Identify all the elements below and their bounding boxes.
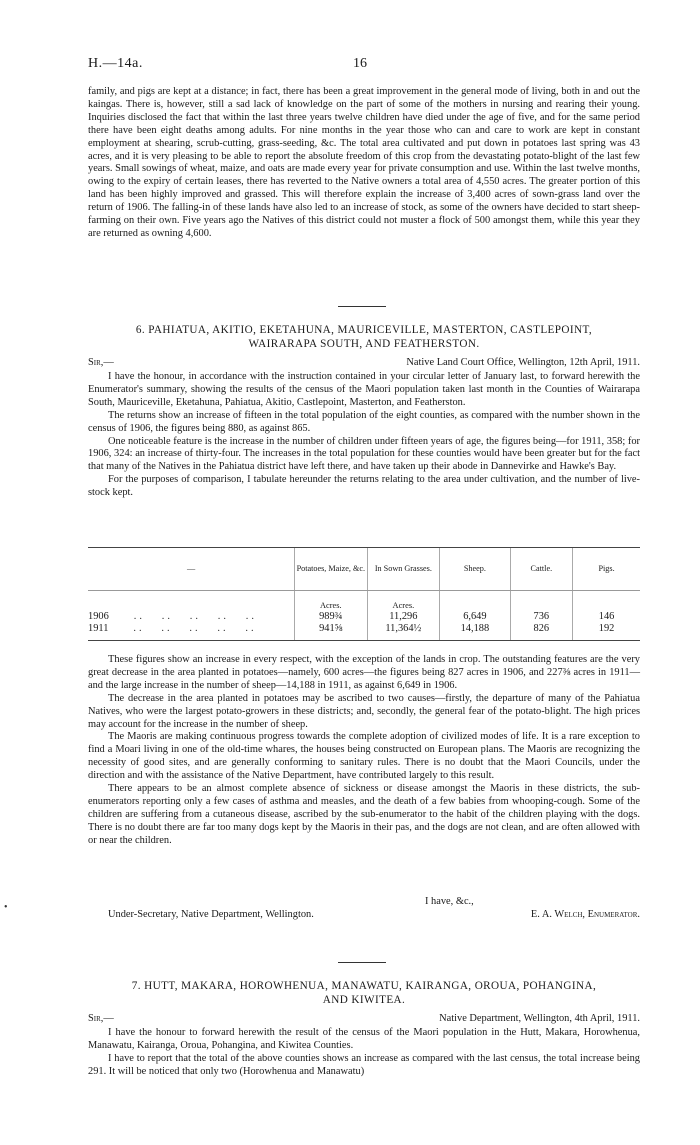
section-7-body bbox=[88, 1027, 640, 1079]
section-7-title-line-1: 7. HUTT, MAKARA, HOROWHENUA, MANAWATU, KAIRANGA, OROUA, POHANGINA, bbox=[131, 980, 597, 992]
table-header-grasses: In Sown Grasses. bbox=[367, 548, 440, 591]
cell-sheep: 6,649 bbox=[440, 611, 510, 623]
section-6-body bbox=[88, 371, 640, 500]
page-number: 16 bbox=[353, 56, 367, 71]
table-units-row bbox=[88, 591, 640, 612]
row-year: 1911 bbox=[88, 622, 109, 634]
table-header-cattle: Cattle. bbox=[510, 548, 573, 591]
unit-potatoes: Acres. bbox=[295, 591, 367, 612]
table-header-pigs: Pigs. bbox=[573, 548, 640, 591]
section-7-title-line-2: AND KIWITEA. bbox=[322, 994, 406, 1006]
sender-address: Native Land Court Office, Wellington, 12th April, 1911. bbox=[406, 357, 640, 368]
salutation: Sir,— bbox=[88, 1013, 114, 1024]
section-6-salutation-line bbox=[88, 357, 640, 370]
section-6-title-line-1: 6. PAHIATUA, AKITIO, EKETAHUNA, MAURICEVILLE, MASTERTON, CASTLEPOINT, bbox=[135, 324, 593, 336]
cell-pigs: 146 bbox=[573, 611, 640, 623]
cell-pigs: 192 bbox=[573, 623, 640, 641]
body-paragraph: The decrease in the area planted in potatoes may be ascribed to two causes—firstly, the departure of many of the Pahiatua Natives, who were the largest potato-growers in these districts; and, secondly, the general fear of the potato-blight. The high prices may account for the increase in the number of sheep. bbox=[88, 692, 640, 730]
intro-paragraph-block bbox=[88, 86, 640, 241]
body-paragraph: The returns show an increase of fifteen in the total population of the eight counties, as compared with the number shown in the census of 1906, the figures being 880, as against 865. bbox=[88, 409, 640, 434]
body-paragraph: For the purposes of comparison, I tabulate hereunder the returns relating to the area under cultivation, and the number of live-stock kept. bbox=[88, 474, 640, 499]
page-header bbox=[88, 56, 640, 72]
section-6-title bbox=[88, 323, 640, 351]
body-paragraph: These figures show an increase in every respect, with the exception of the lands in crop. The outstanding features are the very great decrease in the area planted in potatoes—namely, 600 acres—the figures being 827 acres in 1906, and 227⅜ acres in 1911—and the large increase in the number of sheep—14,188 in 1911, as against 6,649 in 1906. bbox=[88, 654, 640, 691]
cell-potatoes: 989¾ bbox=[295, 611, 367, 623]
sender-address: Native Department, Wellington, 4th April, 1911. bbox=[439, 1013, 640, 1024]
row-year: 1906 bbox=[88, 611, 109, 622]
section-6-title-line-2: WAIRARAPA SOUTH, AND FEATHERSTON. bbox=[248, 338, 480, 350]
body-paragraph: I have the honour to forward herewith the result of the census of the Maori population in the Hutt, Makara, Horowhenua, Manawatu, Kairanga, Oroua, Pohangina, and Kiwitea Counties. bbox=[88, 1027, 640, 1051]
table-row: 1911 .. .. .. .. .. 941⅝ 11,364½ 14,188 826 192 bbox=[88, 623, 640, 641]
body-paragraph: The Maoris are making continuous progress towards the complete adoption of civilized modes of life. It is a rare exception to find a Moari living in one of the old-time whares, the houses being constructed on European plans. The Maoris are recognizing the necessity of good sites, and are generally conforming to sanitary rules. There is no doubt that the Maori Councils, under the direction and with the assistance of the Native Department, have contributed largely to this result. bbox=[88, 731, 640, 782]
cultivation-livestock-table bbox=[88, 547, 640, 641]
section-7-salutation-line bbox=[88, 1013, 640, 1026]
cell-cattle: 826 bbox=[510, 623, 573, 641]
document-reference: H.—14a. bbox=[88, 56, 143, 71]
body-paragraph: I have to report that the total of the above counties shows an increase as compared with the last census, the total increase being 291. It will be noticed that only two (Horowhenua and Manawatu) bbox=[88, 1052, 640, 1077]
table-header-blank: — bbox=[88, 548, 295, 591]
table-header-potatoes: Potatoes, Maize, &c. bbox=[295, 548, 367, 591]
section-6-body-continued bbox=[88, 654, 640, 848]
section-divider bbox=[338, 962, 386, 963]
cell-cattle: 736 bbox=[510, 611, 573, 623]
addressee: Under-Secretary, Native Department, Wellington. bbox=[108, 909, 314, 920]
body-paragraph: One noticeable feature is the increase in the number of children under fifteen years of age, the figures being—for 1911, 358; for 1906, 324: an increase of thirty-four. The increases in the total population for these counties would have been greater but for the fact that many of the Natives in the Pahiatua district have left there, and have taken up their abode in Dannevirke and Hawke's Bay. bbox=[88, 435, 640, 473]
body-paragraph: I have the honour, in accordance with the instruction contained in your circular letter of January last, to forward herewith the Enumerator's summary, showing the results of the census of the Maori population taken last month in the Counties of Wairarapa South, Mauriceville, Eketahuna, Pahiatua, Akitio, Castlepoint, Masterton, and Featherston. bbox=[88, 371, 640, 408]
unit-grasses: Acres. bbox=[367, 591, 440, 612]
cell-grasses: 11,364½ bbox=[367, 623, 440, 641]
section-divider bbox=[338, 306, 386, 307]
margin-mark: • bbox=[4, 902, 8, 913]
section-7-title bbox=[88, 979, 640, 1007]
closing-phrase: I have, &c., bbox=[425, 896, 474, 907]
table-row: 1906 .. .. .. .. .. 989¾ 11,296 6,649 736 146 bbox=[88, 611, 640, 623]
intro-paragraph: family, and pigs are kept at a distance; in fact, there has been a great improvement in the general mode of living, both in and out the kaingas. There is, however, still a sad lack of knowledge on the part of some of the mothers in nursing and rearing their young. Inquiries disclosed the fact that within the last three years twelve children have died under the age of five, and for the same period there have been eight deaths among adults. For nine months in the year those who can and care to work are kept in constant employment at shearing, scrub-cutting, grass-seeding, &c. The total area cultivated and put down in potatoes last spring was 43 acres, and it is very pleasing to be able to report the absolute freedom of this crop from the devastating potato-blight of the last few years. Small sowings of wheat, maize, and oats are made every year for private consumption and use. Within the last twelve months, owing to the expiry of certain leases, there has reverted to the Native owners a total area of 4,550 acres. The greater portion of this land has been highly improved and grassed. This will therefore explain the increase of 3,400 acres of sown-grass land over the return of 1906. The falling-in of these lands have also led to an increase of stock, as some of the owners have decided to start sheep-farming on their own. Five years ago the Natives of this district could not muster a flock of 500 amongst them, while this year they are returned as owning 4,600. bbox=[88, 86, 640, 239]
cell-grasses: 11,296 bbox=[367, 611, 440, 623]
table-header-sheep: Sheep. bbox=[440, 548, 510, 591]
cell-potatoes: 941⅝ bbox=[295, 623, 367, 641]
cell-sheep: 14,188 bbox=[440, 623, 510, 641]
signature: E. A. Welch, Enumerator. bbox=[530, 909, 640, 920]
body-paragraph: There appears to be an almost complete absence of sickness or disease amongst the Maoris in these districts, the sub-enumerators reporting only a few cases of asthma and measles, and the death of a few babies from whooping-cough. Some of the children are suffering from a cutaneous disease, ascribed by the sub-enumerator to the habit of the children playing with the dogs. There is no doubt there are far too many dogs kept by the Maoris in their pas, and the dogs are not clean, and are often allowed with or near the children. bbox=[88, 783, 640, 846]
letter-closing bbox=[88, 895, 640, 921]
table-header-row bbox=[88, 548, 640, 591]
salutation: Sir,— bbox=[88, 357, 114, 368]
